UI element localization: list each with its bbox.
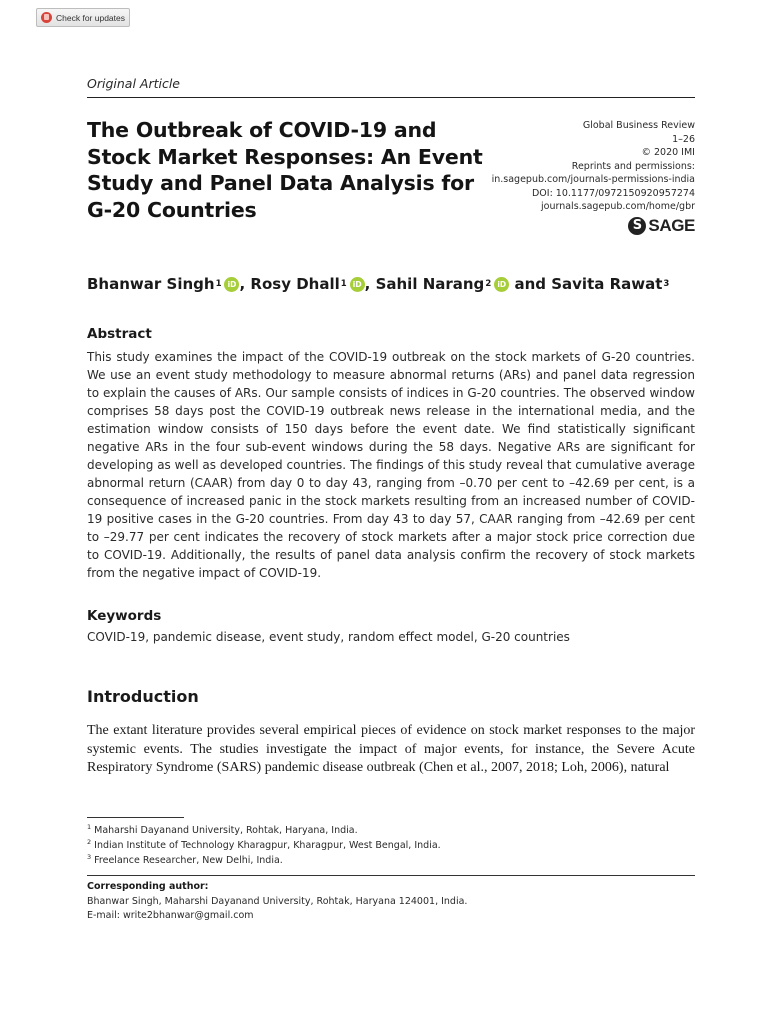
author-name: Rosy Dhall — [250, 275, 340, 293]
abstract-heading: Abstract — [87, 326, 152, 342]
check-for-updates-label: Check for updates — [56, 12, 125, 23]
header-divider — [87, 97, 695, 98]
author-separator: , — [364, 275, 376, 293]
journal-pages: 1–26 — [672, 133, 695, 145]
affiliation-footnotes — [87, 823, 441, 868]
journal-name: Global Business Review — [582, 120, 695, 131]
footnote-number: 3 — [87, 852, 92, 861]
introduction-heading: Introduction — [87, 687, 199, 706]
footnote-text: Indian Institute of Technology Kharagpur, Kharagpur, West Bengal, India. — [94, 840, 441, 851]
author-name: Savita Rawat — [551, 275, 663, 293]
author-separator: and — [509, 275, 552, 293]
footnote-item — [87, 853, 441, 868]
crossmark-icon — [41, 12, 52, 23]
author-name: Sahil Narang — [375, 275, 485, 293]
footnote-text: Maharshi Dayanand University, Rohtak, Haryana, India. — [94, 825, 358, 836]
keywords-text: COVID-19, pandemic disease, event study, random effect model, G-20 countries — [87, 630, 570, 644]
publisher-logo-text: SAGE — [648, 216, 695, 235]
orcid-icon[interactable]: iD — [224, 277, 239, 292]
corresponding-divider — [87, 875, 695, 876]
keywords-heading: Keywords — [87, 608, 162, 624]
reprints-link[interactable]: in.sagepub.com/journals-permissions-india — [491, 174, 695, 185]
journal-info — [492, 119, 695, 214]
abstract-text: This study examines the impact of the COVID-19 outbreak on the stock markets of G-20 countries. We use an event study methodology to measure abnormal returns (ARs) and panel data regression to explain the causes of ARs. Our sample consists of indices in G-20 countries. The observed window comprises 58 days post the COVID-19 outbreak news release in the international media, and the estimation window consists of 150 days before the event date. We find statistically significant negative ARs in the four sub-event windows during the 58 days. Negative ARs are significant for developing as well as developed countries. The findings of this study reveal that cumulative average abnormal return (CAAR) from day 0 to day 43, ranging from –0.70 per cent to –42.69 per cent, is a consequence of increased panic in the stock markets resulting from an increased number of COVID-19 positive cases in the G-20 countries. From day 43 to day 57, CAAR ranging from –42.69 per cent to –29.77 per cent indicates the recovery of stock markets after a major stock price correction due to COVID-19. Additionally, the results of panel data analysis confirm the recovery of stock markets from the negative impact of COVID-19. — [87, 350, 695, 580]
author-separator: , — [239, 275, 251, 293]
footnote-item — [87, 823, 441, 838]
check-for-updates-button[interactable] — [36, 8, 130, 27]
orcid-icon[interactable]: iD — [350, 277, 365, 292]
author-list: Bhanwar Singh 1 iD , Rosy Dhall 1 iD , Sahil Narang 2 iD and Savita Rawat 3 — [87, 275, 670, 293]
sage-logo-icon: S — [628, 217, 646, 235]
footnote-item — [87, 838, 441, 853]
reprints-label: Reprints and permissions: — [571, 160, 695, 172]
journal-home-link[interactable]: journals.sagepub.com/home/gbr — [541, 201, 695, 212]
introduction-text: The extant literature provides several empirical pieces of evidence on stock market responses to the major systemic events. The studies investigate the impact of major events, for instance, the Severe Acute Respiratory Syndrome (SARS) pandemic disease outbreak (Chen et al., 2007, 2018; Loh, 2006), natural — [87, 723, 695, 775]
author-name: Bhanwar Singh — [87, 275, 215, 293]
footnote-number: 2 — [87, 837, 92, 846]
article-type: Original Article — [87, 76, 180, 91]
journal-copyright: © 2020 IMI — [641, 147, 695, 158]
orcid-icon[interactable]: iD — [494, 277, 509, 292]
corresponding-author-address: Bhanwar Singh, Maharshi Dayanand University, Rohtak, Haryana 124001, India. — [87, 895, 468, 907]
footnote-number: 1 — [87, 822, 92, 831]
doi-link[interactable]: DOI: 10.1177/0972150920957274 — [531, 187, 695, 199]
corresponding-author-block — [87, 880, 467, 924]
footnote-divider — [87, 817, 184, 818]
corresponding-author-heading: Corresponding author: — [87, 881, 209, 892]
sage-logo — [628, 216, 695, 236]
footnote-text: Freelance Researcher, New Delhi, India. — [94, 855, 283, 866]
corresponding-author-email[interactable]: E-mail: write2bhanwar@gmail.com — [87, 910, 254, 921]
article-title: The Outbreak of COVID-19 and Stock Market Responses: An Event Study and Panel Data Analysis for G-20 Countries — [87, 118, 483, 222]
